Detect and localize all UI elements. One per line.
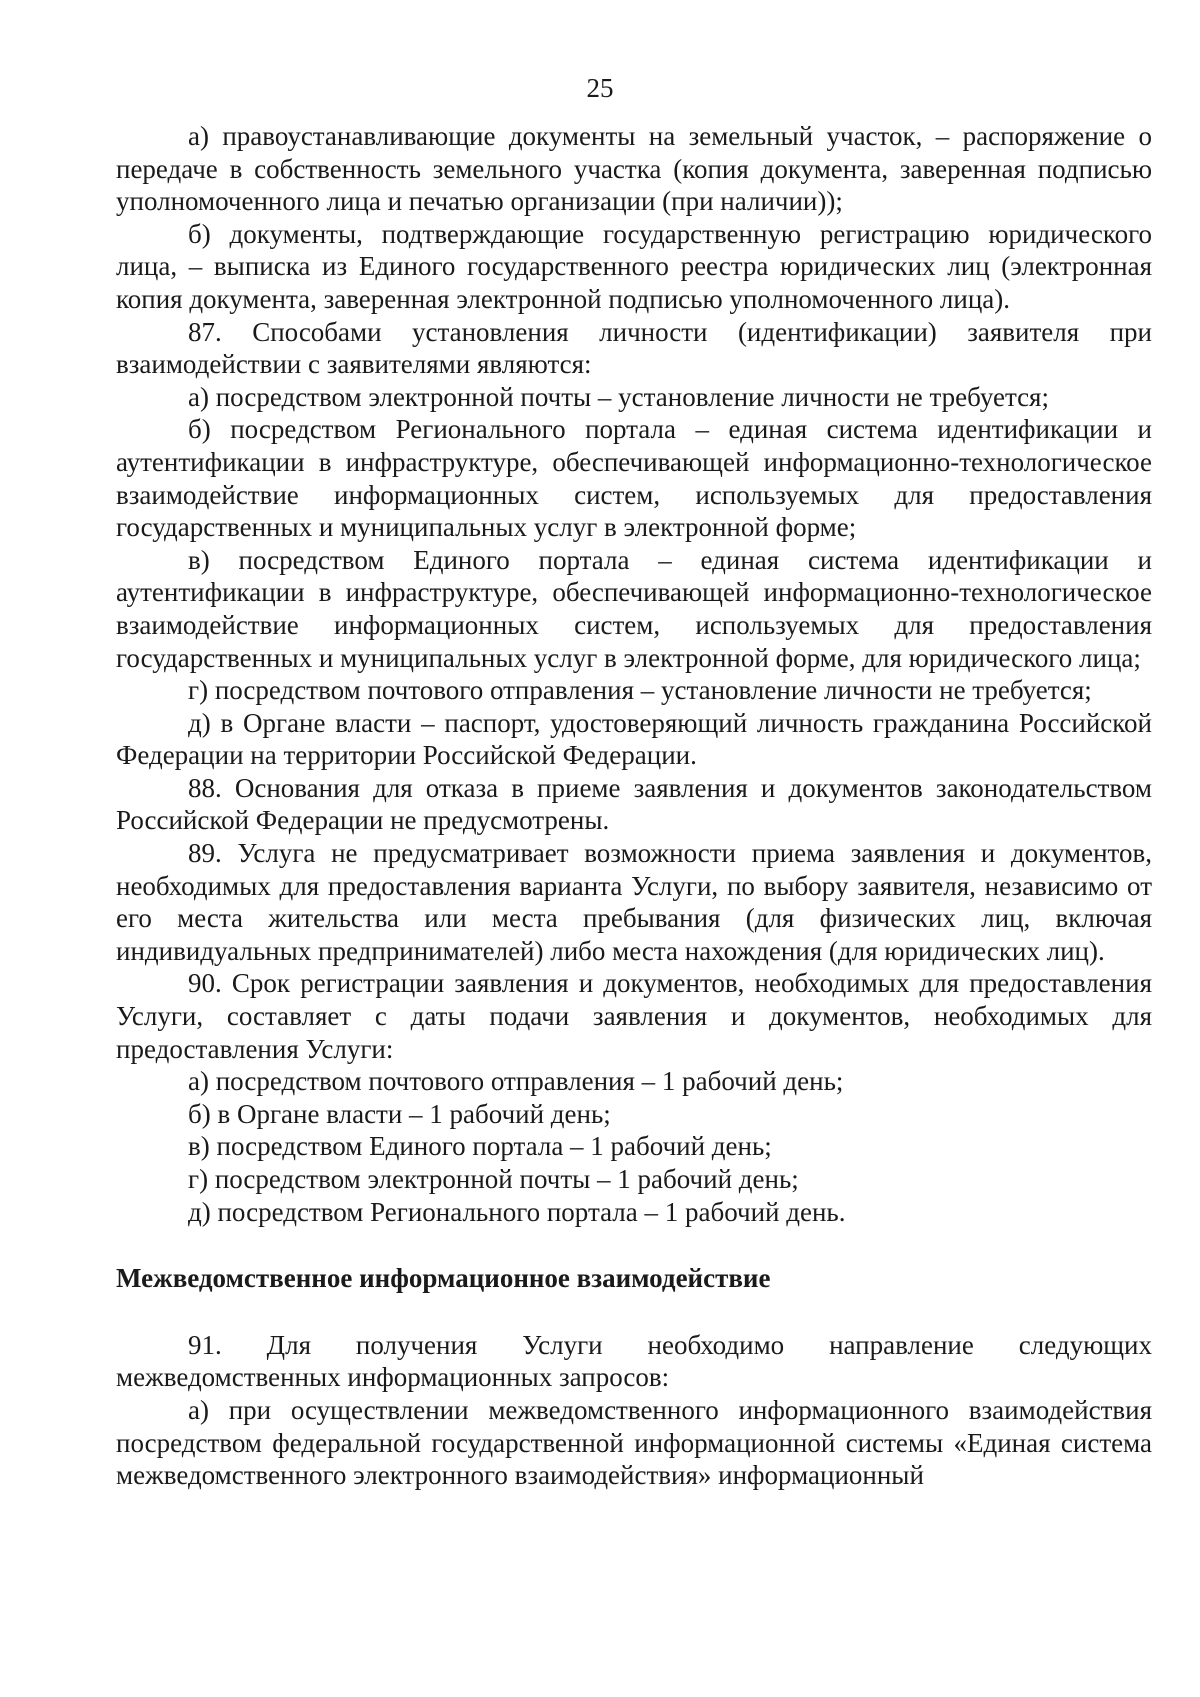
paragraph-91: 91. Для получения Услуги необходимо направление следующих межведомственных информационных запросов: <box>116 1329 1152 1393</box>
paragraph-87d: д) в Органе власти – паспорт, удостоверяющий личность гражданина Российской Федерации на территории Российской Федерации. <box>116 707 1152 771</box>
paragraph-91a: а) при осуществлении межведомственного информационного взаимодействия посредством федеральной государственной информационной системы «Единая система межведомственного электронного взаимодействия» информационный <box>116 1394 1152 1491</box>
paragraph-90b: б) в Органе власти – 1 рабочий день; <box>188 1098 611 1129</box>
paragraph-87v: в) посредством Единого портала – единая система идентификации и аутентификации в инфраструктуре, обеспечивающей информационно-технологическое взаимодействие информационных систем, используемых для предоставления государственных и муниципальных услуг в электронной форме, для юридического лица; <box>116 544 1152 673</box>
paragraph-87g: г) посредством почтового отправления – установление личности не требуется; <box>188 675 1092 706</box>
page-number: 25 <box>586 73 614 103</box>
paragraph-90v: в) посредством Единого портала – 1 рабочий день; <box>188 1131 772 1162</box>
paragraph-90a: а) посредством почтового отправления – 1 рабочий день; <box>188 1066 844 1097</box>
section-heading: Межведомственное информационное взаимодействие <box>116 1263 771 1294</box>
paragraph-86b: б) документы, подтверждающие государственную регистрацию юридического лица, – выписка из Единого государственного реестра юридических лиц (электронная копия документа, заверенная электронной подписью уполномоченного лица). <box>116 218 1152 314</box>
paragraph-90: 90. Срок регистрации заявления и документов, необходимых для предоставления Услуги, составляет с даты подачи заявления и документов, необходимых для предоставления Услуги: <box>116 968 1152 1064</box>
paragraph-87a: а) посредством электронной почты – установление личности не требуется; <box>188 381 1049 412</box>
paragraph-87b: б) посредством Регионального портала – единая система идентификации и аутентификации в инфраструктуре, обеспечивающей информационно-технологическое взаимодействие информационных систем, используемых для предоставления государственных и муниципальных услуг в электронной форме; <box>116 414 1152 543</box>
paragraph-89: 89. Услуга не предусматривает возможности приема заявления и документов, необходимых для предоставления варианта Услуги, по выбору заявителя, независимо от его места жительства или места пребывания (для физических лиц, включая индивидуальных предпринимателей) либо места нахождения (для юридических лиц). <box>116 838 1152 966</box>
paragraph-90d: д) посредством Регионального портала – 1 рабочий день. <box>188 1196 846 1227</box>
paragraph-90g: г) посредством электронной почты – 1 рабочий день; <box>188 1164 799 1194</box>
paragraph-88: 88. Основания для отказа в приеме заявления и документов законодательством Российской Федерации не предусмотрены. <box>116 772 1152 836</box>
paragraph-87: 87. Способами установления личности (идентификации) заявителя при взаимодействии с заявителями являются: <box>116 316 1152 380</box>
document-body <box>116 120 1152 1492</box>
paragraph-86a: а) правоустанавливающие документы на земельный участок, – распоряжение о передаче в собственность земельного участка (копия документа, заверенная подписью уполномоченного лица и печатью организации (при наличии)); <box>116 121 1152 217</box>
